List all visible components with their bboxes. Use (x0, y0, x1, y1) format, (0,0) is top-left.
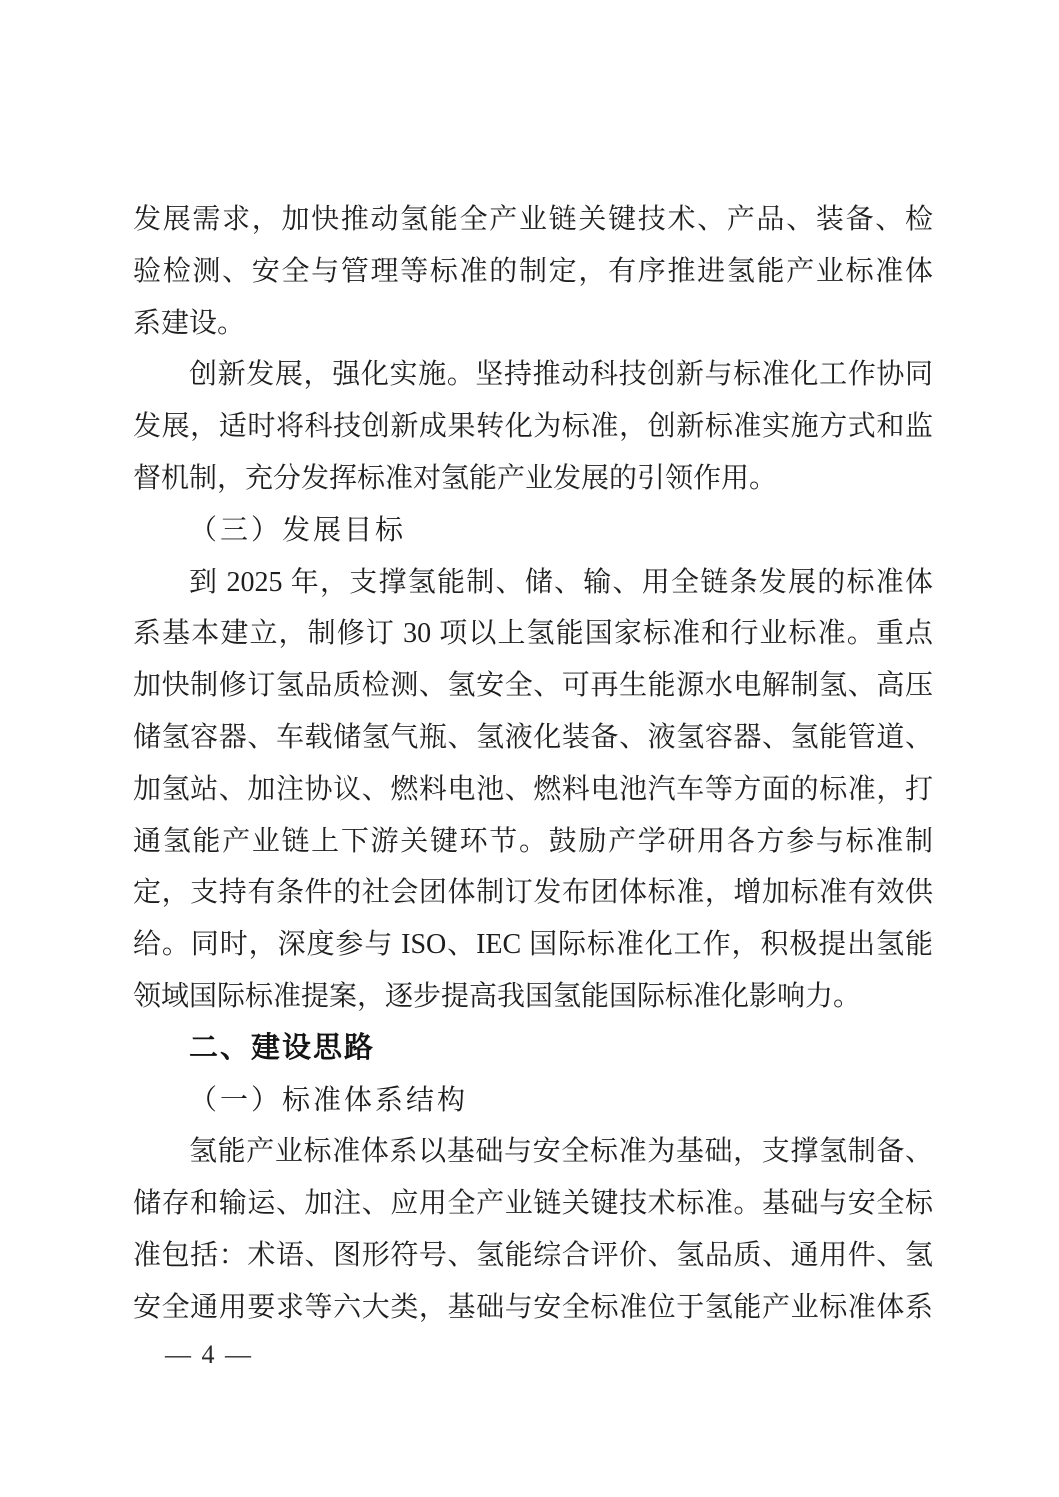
text-line: 储氢容器、车载储氢气瓶、氢液化装备、液氢容器、氢能管道、 (133, 721, 933, 753)
text-line: 加快制修订氢品质检测、氢安全、可再生能源水电解制氢、高压 (133, 670, 933, 702)
text-line: （一）标准体系结构 (189, 1084, 469, 1116)
section-heading (133, 1023, 933, 1075)
text-line: 系基本建立，制修订 30 项以上氢能国家标准和行业标准。重点 (133, 618, 933, 650)
text-line: 安全通用要求等六大类，基础与安全标准位于氢能产业标准体系 (133, 1291, 933, 1323)
page-number: — 4 — (165, 1340, 253, 1369)
paragraph (133, 349, 933, 504)
text-line: 发展，适时将科技创新成果转化为标准，创新标准实施方式和监 (133, 411, 933, 443)
text-line: 储存和输运、加注、应用全产业链关键技术标准。基础与安全标 (133, 1188, 933, 1220)
text-line: 到 2025 年，支撑氢能制、储、输、用全链条发展的标准体 (189, 566, 933, 598)
text-line: 验检测、安全与管理等标准的制定，有序推进氢能产业标准体 (133, 255, 933, 287)
text-line: （三）发展目标 (189, 514, 407, 546)
text-line: 给。同时，深度参与 ISO、IEC 国际标准化工作，积极提出氢能 (133, 929, 933, 961)
text-line: 发展需求，加快推动氢能全产业链关键技术、产品、装备、检 (133, 204, 933, 235)
text-line: 准包括：术语、图形符号、氢能综合评价、氢品质、通用件、氢 (133, 1239, 933, 1271)
text-line: 氢能产业标准体系以基础与安全标准为基础，支撑氢制备、 (189, 1136, 933, 1168)
text-line: 系建设。 (133, 307, 246, 339)
text-line: 加氢站、加注协议、燃料电池、燃料电池汽车等方面的标准，打 (133, 773, 933, 805)
text-line: 领域国际标准提案，逐步提高我国氢能国际标准化影响力。 (133, 980, 862, 1012)
section-heading (133, 505, 933, 557)
paragraph (133, 557, 933, 1023)
text-line: 二、建设思路 (189, 1031, 376, 1064)
text-line: 创新发展，强化实施。坚持推动科技创新与标准化工作协同 (189, 359, 933, 391)
text-line: 定，支持有条件的社会团体制订发布团体标准，增加标准有效供 (133, 877, 933, 909)
text-block (133, 194, 933, 1334)
text-line: 通氢能产业链上下游关键环节。鼓励产学研用各方参与标准制 (133, 825, 933, 857)
paragraph (133, 194, 933, 349)
text-line: 督机制，充分发挥标准对氢能产业发展的引领作用。 (133, 462, 778, 494)
section-heading (133, 1075, 933, 1127)
paragraph (133, 1126, 933, 1333)
